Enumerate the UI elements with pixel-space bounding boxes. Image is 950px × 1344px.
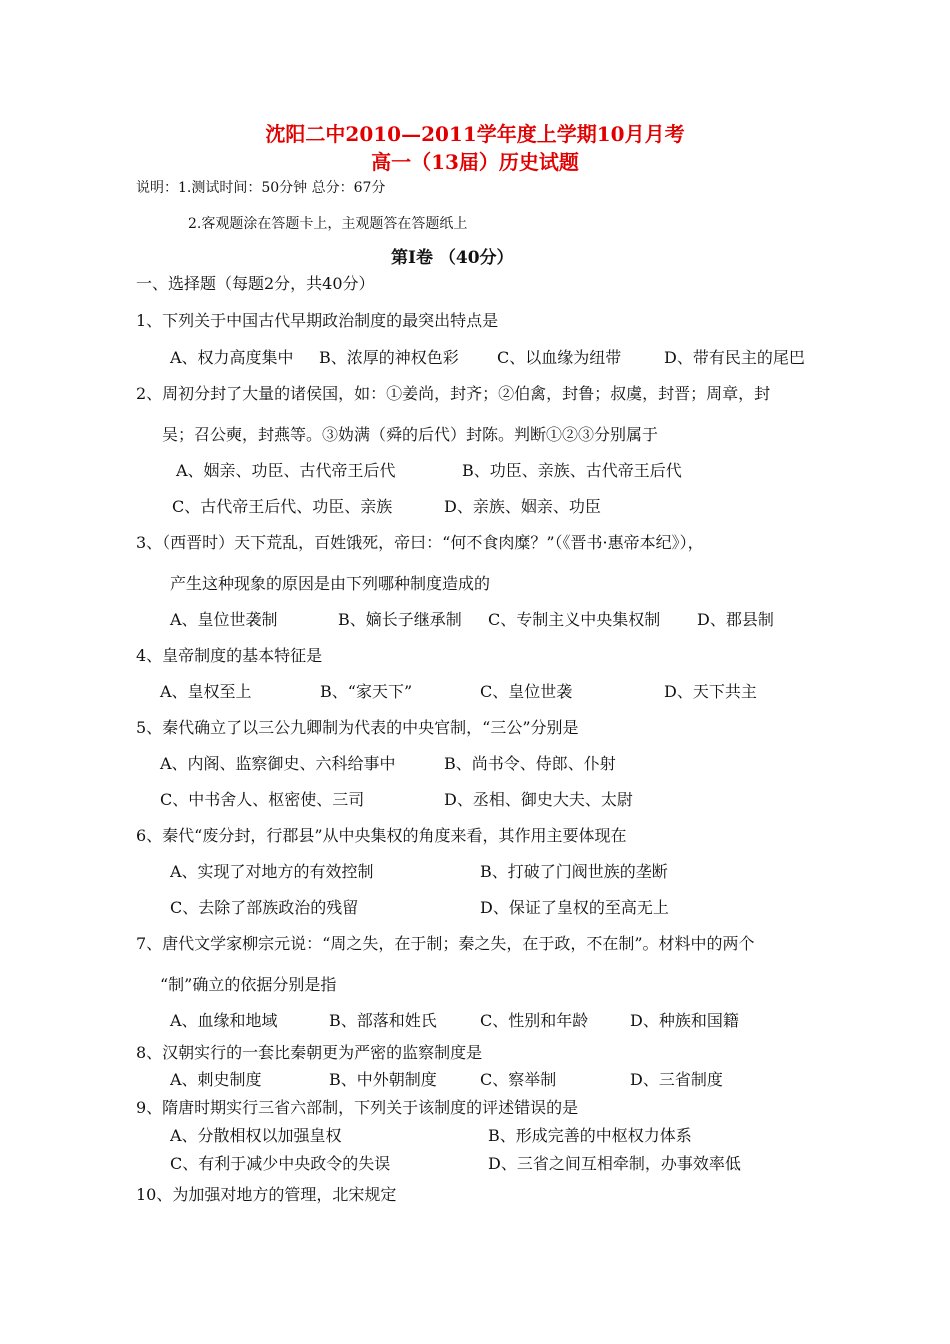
question-9-option-d: D、三省之间互相牵制，办事效率低 xyxy=(488,1154,741,1173)
question-2-option-d: D、亲族、姻亲、功臣 xyxy=(444,497,601,516)
question-7-stem-continued: “制”确立的依据分别是指 xyxy=(160,975,337,994)
question-3-option-a: A、皇位世袭制 xyxy=(170,610,278,629)
question-5-option-b: B、尚书令、侍郎、仆射 xyxy=(444,754,616,773)
question-7-option-c: C、性别和年龄 xyxy=(480,1011,589,1030)
question-6-stem: 6、秦代“废分封，行郡县”从中央集权的角度来看，其作用主要体现在 xyxy=(136,826,627,845)
question-8-option-c: C、察举制 xyxy=(480,1070,557,1089)
question-2-stem-continued: 吴；召公奭，封燕等。③妫满（舜的后代）封陈。判断①②③分别属于 xyxy=(162,425,659,444)
question-9-option-a: A、分散相权以加强皇权 xyxy=(170,1126,342,1145)
question-4-stem: 4、皇帝制度的基本特征是 xyxy=(136,646,323,665)
question-2-option-a: A、姻亲、功臣、古代帝王后代 xyxy=(176,461,396,480)
exam-note-answer-rules: 2.客观题涂在答题卡上，主观题答在答题纸上 xyxy=(188,216,468,232)
question-7-option-a: A、血缘和地域 xyxy=(170,1011,278,1030)
question-1-option-a: A、权力高度集中 xyxy=(170,348,294,367)
question-3-stem: 3、（西晋时）天下荒乱，百姓饿死，帝曰：“何不食肉糜？”（《晋书·惠帝本纪》）， xyxy=(136,533,704,552)
question-4-option-d: D、天下共主 xyxy=(664,682,757,701)
question-9-stem: 9、隋唐时期实行三省六部制，下列关于该制度的评述错误的是 xyxy=(136,1098,579,1117)
question-3-option-b: B、嫡长子继承制 xyxy=(338,610,462,629)
question-9-option-c: C、有利于减少中央政令的失误 xyxy=(170,1154,391,1173)
exam-title-line1: 沈阳二中2010—2011学年度上学期10月月考 xyxy=(265,122,685,146)
exam-note-time-score: 说明：1.测试时间：50分钟 总分：67分 xyxy=(136,180,386,196)
question-5-option-d: D、丞相、御史大夫、太尉 xyxy=(444,790,633,809)
question-8-option-b: B、中外朝制度 xyxy=(329,1070,437,1089)
question-6-option-b: B、打破了门阀世族的垄断 xyxy=(480,862,668,881)
question-3-option-d: D、郡县制 xyxy=(697,610,774,629)
question-1-option-b: B、浓厚的神权色彩 xyxy=(319,348,459,367)
question-7-option-d: D、种族和国籍 xyxy=(630,1011,739,1030)
question-6-option-a: A、实现了对地方的有效控制 xyxy=(170,862,374,881)
question-6-option-d: D、保证了皇权的至高无上 xyxy=(480,898,669,917)
question-1-stem: 1、下列关于中国古代早期政治制度的最突出特点是 xyxy=(136,311,499,330)
question-3-stem-continued: 产生这种现象的原因是由下列哪种制度造成的 xyxy=(170,574,491,593)
question-8-option-d: D、三省制度 xyxy=(630,1070,723,1089)
question-5-stem: 5、秦代确立了以三公九卿制为代表的中央官制，“三公”分别是 xyxy=(136,718,579,737)
part-heading: 一、选择题（每题2分，共40分） xyxy=(136,274,375,293)
question-8-option-a: A、刺史制度 xyxy=(170,1070,262,1089)
question-10-stem: 10、为加强对地方的管理，北宋规定 xyxy=(136,1185,397,1204)
question-1-option-c: C、以血缘为纽带 xyxy=(497,348,622,367)
question-7-option-b: B、部落和姓氏 xyxy=(329,1011,437,1030)
question-8-stem: 8、汉朝实行的一套比秦朝更为严密的监察制度是 xyxy=(136,1043,483,1062)
exam-title-line2: 高一（13届）历史试题 xyxy=(371,150,579,174)
question-9-option-b: B、形成完善的中枢权力体系 xyxy=(488,1126,692,1145)
question-3-option-c: C、专制主义中央集权制 xyxy=(488,610,661,629)
question-4-option-a: A、皇权至上 xyxy=(160,682,252,701)
question-4-option-b: B、“家天下” xyxy=(320,682,413,701)
question-5-option-c: C、中书舍人、枢密使、三司 xyxy=(160,790,365,809)
question-6-option-c: C、去除了部族政治的残留 xyxy=(170,898,359,917)
question-4-option-c: C、皇位世袭 xyxy=(480,682,573,701)
question-2-option-c: C、古代帝王后代、功臣、亲族 xyxy=(172,497,393,516)
question-2-option-b: B、功臣、亲族、古代帝王后代 xyxy=(462,461,682,480)
question-5-option-a: A、内阁、监察御史、六科给事中 xyxy=(160,754,396,773)
question-2-stem: 2、周初分封了大量的诸侯国，如：①姜尚，封齐；②伯禽，封鲁；叔虞，封晋；周章，封 xyxy=(136,384,771,403)
section-heading: 第Ⅰ卷 （40分） xyxy=(391,248,514,268)
question-7-stem: 7、唐代文学家柳宗元说：“周之失，在于制；秦之失，在于政，不在制”。材料中的两个 xyxy=(136,934,755,953)
question-1-option-d: D、带有民主的尾巴 xyxy=(664,348,805,367)
